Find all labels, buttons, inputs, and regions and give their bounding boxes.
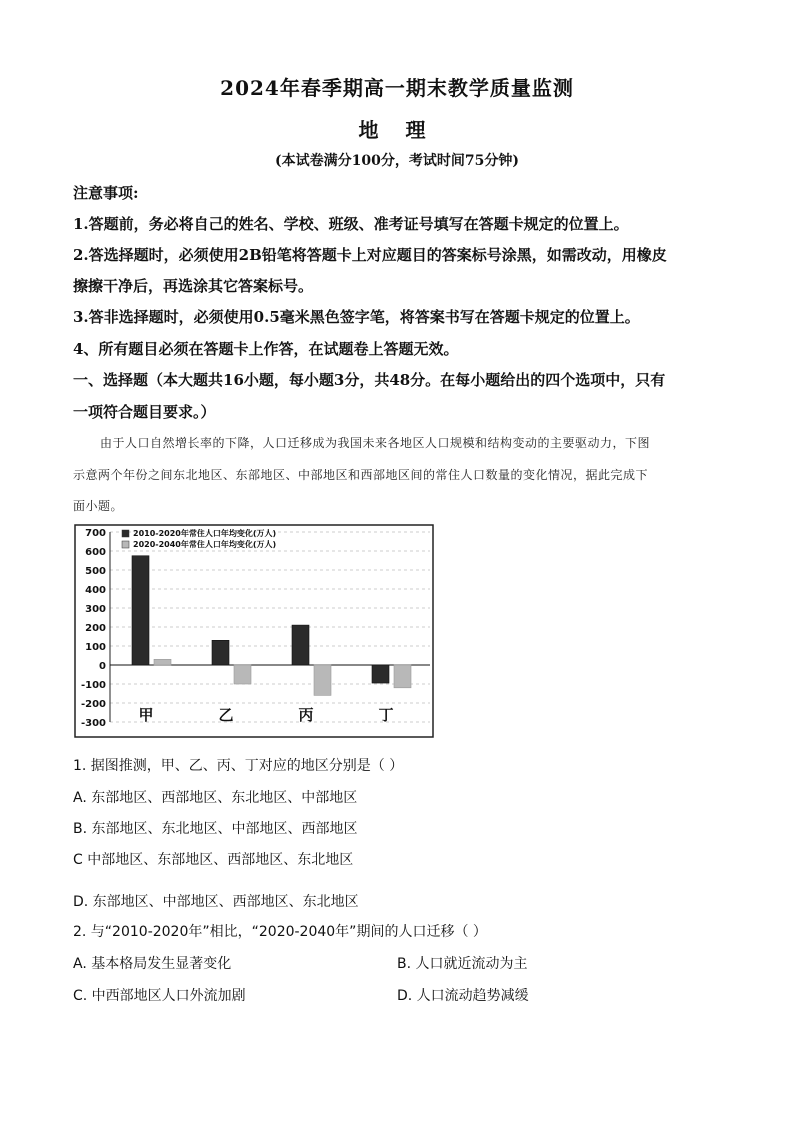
y-tick-label: 600 <box>85 547 106 558</box>
section-heading-line-2: 一项符合题目要求。） <box>73 403 216 421</box>
notice-heading: 注意事项: <box>73 184 139 202</box>
bar-b-3 <box>394 665 411 688</box>
notice-line-4: 4、所有题目必须在答题卡上作答，在试题卷上答题无效。 <box>73 340 459 358</box>
y-tick-label: 200 <box>85 623 106 634</box>
subject-title: 地 理 <box>358 118 436 142</box>
y-tick-label: 500 <box>85 566 106 577</box>
y-tick-label: -200 <box>80 699 106 710</box>
y-tick-label: 400 <box>85 585 106 596</box>
legend-swatch <box>122 530 129 537</box>
q2-option-c: C. 中西部地区人口外流加剧 <box>73 988 246 1004</box>
y-tick-label: 0 <box>99 661 106 672</box>
y-tick-label: 700 <box>85 528 106 539</box>
category-label: 乙 <box>218 706 234 724</box>
intro-line-1: 由于人口自然增长率的下降，人口迁移成为我国未来各地区人口规模和结构变动的主要驱动力，下图 <box>100 436 651 450</box>
bar-a-2 <box>292 625 309 665</box>
notice-line-1: 1.答题前，务必将自己的姓名、学校、班级、准考证号填写在答题卡规定的位置上。 <box>73 215 629 233</box>
population-change-chart <box>74 524 434 738</box>
y-tick-label: -100 <box>80 680 106 691</box>
bar-a-3 <box>372 665 389 683</box>
y-tick-label: -300 <box>80 718 106 729</box>
legend-swatch <box>122 541 129 548</box>
y-tick-label: 300 <box>85 604 106 615</box>
q2-option-d: D. 人口流动趋势减缓 <box>397 988 529 1004</box>
bar-a-0 <box>132 556 149 665</box>
notice-line-2b: 擦擦干净后，再选涂其它答案标号。 <box>73 277 314 295</box>
legend-label: 2020-2040年常住人口年均变化(万人) <box>133 540 277 549</box>
legend-label: 2010-2020年常住人口年均变化(万人) <box>133 529 277 538</box>
category-label: 丙 <box>298 706 314 724</box>
q1-option-d: D. 东部地区、中部地区、西部地区、东北地区 <box>73 894 359 910</box>
intro-line-3: 面小题。 <box>73 499 124 513</box>
exam-info: (本试卷满分100分，考试时间75分钟) <box>275 153 519 169</box>
bar-a-1 <box>212 640 229 665</box>
notice-line-2a: 2.答选择题时，必须使用2B铅笔将答题卡上对应题目的答案标号涂黑，如需改动，用橡皮 <box>73 246 667 264</box>
bar-b-0 <box>154 659 171 665</box>
q1-option-b: B. 东部地区、东北地区、中部地区、西部地区 <box>73 821 358 837</box>
q2-option-a: A. 基本格局发生显著变化 <box>73 956 232 972</box>
q1-stem: 1. 据图推测，甲、乙、丙、丁对应的地区分别是（ ） <box>73 758 404 774</box>
intro-line-2: 示意两个年份之间东北地区、东部地区、中部地区和西部地区间的常住人口数量的变化情况，据此完成下 <box>73 468 649 482</box>
q2-stem: 2. 与“2010-2020年”相比，“2020-2040年”期间的人口迁移（ ） <box>73 924 487 940</box>
section-heading-line-1: 一、选择题（本大题共16小题，每小题3分，共48分。在每小题给出的四个选项中，只有 <box>73 371 666 389</box>
q1-option-c: C 中部地区、东部地区、西部地区、东北地区 <box>73 852 354 868</box>
bar-b-1 <box>234 665 251 684</box>
q2-option-b: B. 人口就近流动为主 <box>397 956 528 972</box>
y-tick-label: 100 <box>85 642 106 653</box>
category-label: 甲 <box>138 706 154 724</box>
category-label: 丁 <box>378 706 394 724</box>
notice-line-3: 3.答非选择题时，必须使用0.5毫米黑色签字笔，将答案书写在答题卡规定的位置上。 <box>73 308 640 326</box>
bar-b-2 <box>314 665 331 695</box>
exam-title: 2024年春季期高一期末教学质量监测 <box>220 76 574 100</box>
q1-option-a: A. 东部地区、西部地区、东北地区、中部地区 <box>73 790 358 806</box>
